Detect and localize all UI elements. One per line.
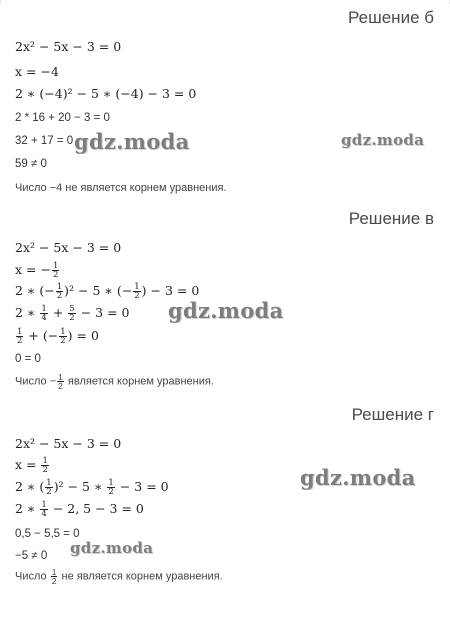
fraction: $\frac{1}{2}$ xyxy=(17,327,23,346)
fraction: $\frac{1}{4}$ xyxy=(41,500,47,519)
watermark: gdz.moda xyxy=(341,131,425,149)
substitution-v: 2 ∗ (− $\frac{1}{2}$ )² − 5 ∗ (− $\frac{1}{2}$ ) − 3 = 0 xyxy=(15,282,200,301)
page-frame xyxy=(0,0,450,4)
watermark: gdz.moda xyxy=(300,465,416,490)
step3-v: 0 = 0 xyxy=(15,353,41,365)
step3-b: 59 ≠ 0 xyxy=(15,158,47,170)
substitution-g: 2 ∗ ( $\frac{1}{2}$ )² − 5 ∗ $\frac{1}{2}$ − 3 = 0 xyxy=(15,478,169,497)
section-title-v: Решение в xyxy=(348,209,434,228)
fraction: $\frac{1}{2}$ xyxy=(108,478,114,497)
section-title-b: Решение б xyxy=(348,8,434,27)
fraction: $\frac{5}{2}$ xyxy=(69,304,75,323)
fraction: $\frac{1}{2}$ xyxy=(51,567,57,586)
conclusion-v: Число − $\frac{1}{2}$ является корнем уравнения. xyxy=(15,372,214,391)
x-value-v: x = − $\frac{1}{2}$ xyxy=(15,261,59,280)
watermark: gdz.moda xyxy=(70,539,154,557)
fraction: $\frac{1}{2}$ xyxy=(60,327,66,346)
conclusion-g: Число $\frac{1}{2}$ не является корнем уравнения. xyxy=(15,567,223,586)
fraction: $\frac{1}{2}$ xyxy=(134,282,140,301)
step1-g: 2 ∗ $\frac{1}{4}$ − 2, 5 − 3 = 0 xyxy=(15,500,144,519)
x-value-b: x = −4 xyxy=(15,64,59,79)
fraction: $\frac{1}{2}$ xyxy=(56,282,63,301)
step3-g: −5 ≠ 0 xyxy=(15,550,48,562)
equation-v: 2x² − 5x − 3 = 0 xyxy=(15,240,122,255)
step2-b: 32 + 17 = 0 xyxy=(15,135,74,147)
substitution-b: 2 ∗ (−4)² − 5 ∗ (−4) − 3 = 0 xyxy=(15,86,197,101)
fraction: $\frac{1}{2}$ xyxy=(46,478,52,497)
watermark: gdz.moda xyxy=(168,298,284,323)
conclusion-b: Число −4 не является корнем уравнения. xyxy=(15,182,227,194)
x-value-g: x = $\frac{1}{2}$ xyxy=(15,456,48,475)
equation-b: 2x² − 5x − 3 = 0 xyxy=(15,39,122,54)
step1-v: 2 ∗ $\frac{1}{4}$ + $\frac{5}{2}$ − 3 = 0 xyxy=(15,304,130,323)
step2-g: 0,5 − 5,5 = 0 xyxy=(15,528,80,540)
watermark: gdz.moda xyxy=(74,129,190,154)
section-title-g: Решение г xyxy=(351,405,434,424)
fraction: $\frac{1}{2}$ xyxy=(58,372,63,391)
fraction: $\frac{1}{2}$ xyxy=(52,261,59,280)
fraction: $\frac{1}{2}$ xyxy=(42,456,48,475)
equation-g: 2x² − 5x − 3 = 0 xyxy=(15,436,122,451)
step2-v: $\frac{1}{2}$ + (− $\frac{1}{2}$ ) = 0 xyxy=(17,327,99,346)
step1-b: 2 * 16 + 20 − 3 = 0 xyxy=(15,112,110,124)
fraction: $\frac{1}{4}$ xyxy=(41,304,47,323)
